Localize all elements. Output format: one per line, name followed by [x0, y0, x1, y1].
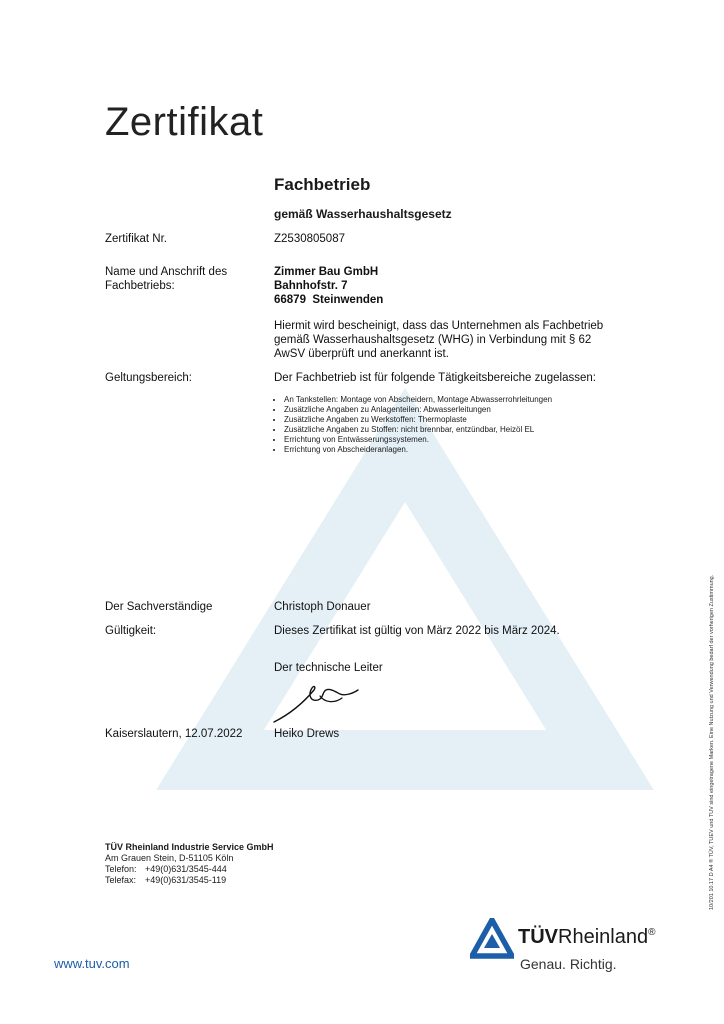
side-legal-note: 10/201 10.17 D A4 ® TÜV, TUEV und TUV sind eingetragene Marken. Eine Nutzung und Verwendung bedarf der vorherigen Zustimmung.: [709, 574, 715, 910]
company-name: Zimmer Bau GmbH: [274, 266, 379, 278]
place-date: Kaiserslautern, 12.07.2022: [105, 728, 243, 740]
validity-label: Gültigkeit:: [105, 625, 157, 637]
brand-registered-mark: ®: [648, 927, 656, 938]
footer-phone-row: [105, 864, 274, 875]
expert-label: Der Sachverständige: [105, 601, 213, 613]
company-street: Bahnhofstr. 7: [274, 280, 348, 292]
cert-no-label: Zertifikat Nr.: [105, 233, 167, 245]
cert-no-value: Z2530805087: [274, 233, 345, 245]
footer-address: Am Grauen Stein, D-51105 Köln: [105, 853, 234, 863]
footer-fax-label: Telefax:: [105, 875, 137, 885]
scope-item: • Zusätzliche Angaben zu Werkstoffen: Thermoplaste: [284, 415, 644, 425]
statement-line-3: AwSV überprüft und anerkannt ist.: [274, 348, 449, 360]
footer-fax-row: [105, 875, 274, 886]
scope-item: • Zusätzliche Angaben zu Stoffen: nicht brennbar, entzündbar, Heizöl EL: [284, 425, 644, 435]
signature-graphic: [270, 676, 370, 726]
scope-item: • An Tankstellen: Montage von Abscheidern, Montage Abwasserrohrleitungen: [284, 395, 644, 405]
company-city: 66879 Steinwenden: [274, 294, 384, 306]
brand-bold: TÜV: [518, 926, 558, 948]
statement-line-2: gemäß Wasserhaushaltsgesetz (WHG) in Verbindung mit § 62: [274, 334, 592, 346]
scope-item: • Errichtung von Abscheideranlagen.: [284, 445, 644, 455]
brand-slogan: Genau. Richtig.: [520, 956, 617, 972]
footer-block: [105, 842, 274, 886]
scope-label: Geltungsbereich:: [105, 372, 192, 384]
validity-value: Dieses Zertifikat ist gültig von März 2022 bis März 2024.: [274, 625, 560, 637]
website-link[interactable]: www.tuv.com: [54, 956, 130, 971]
certificate-title: Zertifikat: [105, 100, 264, 144]
company-label-line2: Fachbetriebs:: [105, 280, 175, 292]
footer-fax: +49(0)631/3545-119: [145, 875, 227, 885]
footer-company: TÜV Rheinland Industrie Service GmbH: [105, 842, 274, 852]
footer-phone: +49(0)631/3545-444: [145, 864, 227, 874]
statement-line-1: Hiermit wird bescheinigt, dass das Unternehmen als Fachbetrieb: [274, 320, 604, 332]
scope-item: • Errichtung von Entwässerungssystemen.: [284, 435, 644, 445]
tech-lead-label: Der technische Leiter: [274, 662, 383, 674]
company-label-line1: Name und Anschrift des: [105, 266, 228, 278]
scope-intro: Der Fachbetrieb ist für folgende Tätigkeitsbereiche zugelassen:: [274, 372, 596, 384]
brand-rest: Rheinland: [558, 926, 649, 948]
brand-name: [518, 926, 655, 949]
footer-phone-label: Telefon:: [105, 864, 137, 874]
tuv-logo-icon: [470, 918, 514, 960]
subheading: gemäß Wasserhaushaltsgesetz: [274, 207, 452, 221]
expert-name: Christoph Donauer: [274, 601, 371, 613]
signatory-name: Heiko Drews: [274, 728, 340, 740]
scope-item: • Zusätzliche Angaben zu Anlagenteilen: Abwasserleitungen: [284, 405, 644, 415]
heading: Fachbetrieb: [274, 175, 371, 194]
scope-list: [272, 395, 644, 455]
